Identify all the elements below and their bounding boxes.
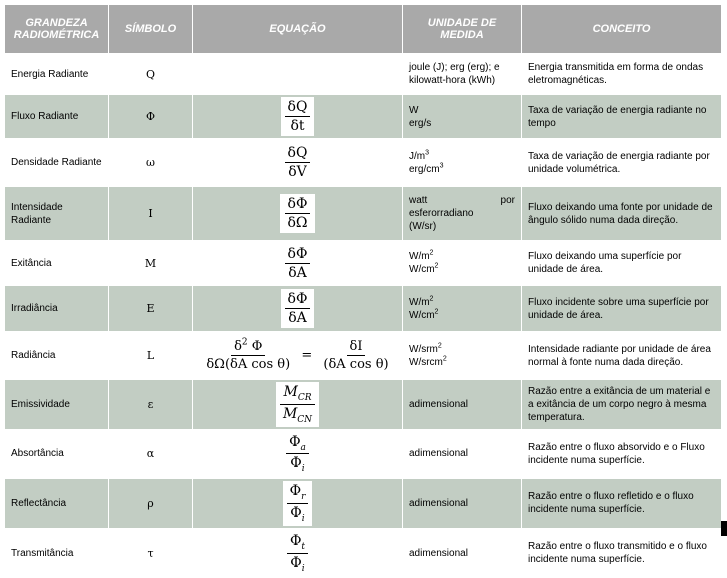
eq-denominator: δA xyxy=(288,264,307,281)
quantity-concept: Taxa de variação de energia radiante por unidade volumétrica. xyxy=(522,139,722,187)
unit-exponent: 2 xyxy=(437,342,442,350)
equation-box xyxy=(280,194,314,233)
quantity-equation xyxy=(193,332,403,380)
quantity-unit xyxy=(403,139,522,187)
table-row xyxy=(5,139,722,187)
table-row xyxy=(5,286,722,332)
eq-denominator: Φ xyxy=(290,455,302,472)
eq-denominator: M xyxy=(282,405,298,422)
quantity-name: Exitância xyxy=(5,241,109,286)
quantity-equation xyxy=(193,286,403,332)
header-unidade: UNIDADE DE MEDIDA xyxy=(403,5,522,54)
quantity-name: Fluxo Radiante xyxy=(5,95,109,139)
unit-word-2: por xyxy=(500,195,515,206)
quantity-equation xyxy=(193,95,403,139)
quantity-concept: Fluxo incidente sobre uma superfície por unidade de área. xyxy=(522,286,722,332)
unit-exponent: 3 xyxy=(425,149,430,157)
eq-denominator: δV xyxy=(288,164,307,180)
quantity-equation xyxy=(193,380,403,430)
quantity-unit xyxy=(403,332,522,380)
unit-line-2: W/cm xyxy=(409,309,435,321)
eq-denominator: δA xyxy=(288,310,307,326)
quantity-symbol: ρ xyxy=(109,479,193,529)
quantity-concept: Razão entre o fluxo absorvido e o Fluxo incidente numa superfície. xyxy=(522,429,722,479)
eq-denominator-sub: i xyxy=(301,563,305,574)
eq-denominator: Φ xyxy=(290,554,302,571)
equals-sign: = xyxy=(301,348,313,363)
eq-denominator: δΩ(δA cos θ) xyxy=(206,357,291,372)
eq-numerator: δΦ xyxy=(285,196,311,214)
quantity-symbol: Φ xyxy=(109,95,193,139)
unit-line-1: W/m xyxy=(409,251,430,262)
header-row xyxy=(5,5,722,54)
unit-line-1: J/m xyxy=(409,150,426,162)
quantity-name: Reflectância xyxy=(5,479,109,529)
header-conceito: CONCEITO xyxy=(522,5,722,54)
unit-line-2: W/cm xyxy=(409,264,435,275)
quantity-symbol: I xyxy=(109,187,193,241)
equation-box xyxy=(282,432,313,477)
quantity-equation xyxy=(193,187,403,241)
unit-word-3: esferorradiano xyxy=(409,208,474,219)
quantity-name: Transmitância xyxy=(5,528,109,578)
eq-denominator: δΩ xyxy=(287,215,308,231)
quantity-concept: Razão entre o fluxo transmitido e o fluxo incidente numa superfície. xyxy=(522,528,722,578)
quantity-name: Radiância xyxy=(5,332,109,380)
eq-numerator-sub: a xyxy=(300,442,306,453)
quantity-name: Emissividade xyxy=(5,380,109,430)
header-grandeza: GRANDEZA RADIOMÉTRICA xyxy=(5,5,109,54)
unit-exponent: 2 xyxy=(442,355,447,363)
quantity-symbol: α xyxy=(109,429,193,479)
equation-box xyxy=(283,481,313,526)
quantity-name: Densidade Radiante xyxy=(5,139,109,187)
quantity-concept: Taxa de variação de energia radiante no tempo xyxy=(522,95,722,139)
quantity-unit: joule (J); erg (erg); e kilowatt-hora (kWh) xyxy=(403,54,522,95)
unit-word-4: (W/sr) xyxy=(409,221,437,232)
unit-exponent: 2 xyxy=(429,249,434,257)
edge-mark xyxy=(721,521,727,536)
quantity-equation xyxy=(193,429,403,479)
eq-numerator-sub: CR xyxy=(297,392,312,403)
equation-box xyxy=(199,337,395,374)
radiometric-quantities-table xyxy=(4,4,722,578)
unit-exponent: 2 xyxy=(429,295,434,303)
unit-line-2: W/srcm xyxy=(409,356,443,368)
unit-line-2: erg/s xyxy=(409,117,432,129)
unit-line-1: W xyxy=(409,104,419,116)
eq-exponent: 2 xyxy=(241,337,248,348)
eq-numerator: δ xyxy=(234,339,242,354)
eq-numerator: δQ xyxy=(285,99,311,117)
quantity-unit xyxy=(403,187,522,241)
quantity-unit: adimensional xyxy=(403,479,522,529)
quantity-name: Intensidade Radiante xyxy=(5,187,109,241)
quantity-concept: Razão entre a exitância de um material e a exitância de um corpo negro à mesma temperatura. xyxy=(522,380,722,430)
eq-numerator: M xyxy=(283,384,298,400)
quantity-equation xyxy=(193,139,403,187)
quantity-name: Energia Radiante xyxy=(5,54,109,95)
equation-box xyxy=(281,289,315,328)
unit-word-1: watt xyxy=(409,195,428,206)
quantity-concept: Razão entre o fluxo refletido e o fluxo incidente numa superfície. xyxy=(522,479,722,529)
table-row xyxy=(5,528,722,578)
table-row xyxy=(5,332,722,380)
quantity-concept: Fluxo deixando uma fonte por unidade de ângulo sólido numa dada direção. xyxy=(522,187,722,241)
table-row xyxy=(5,95,722,139)
quantity-name: Irradiância xyxy=(5,286,109,332)
quantity-unit xyxy=(403,286,522,332)
eq-numerator: Φ xyxy=(289,483,302,500)
eq-denominator: Φ xyxy=(290,504,302,521)
quantity-equation xyxy=(193,54,403,95)
eq-numerator: δQ xyxy=(285,145,311,163)
quantity-unit: adimensional xyxy=(403,528,522,578)
quantity-unit xyxy=(403,95,522,139)
quantity-symbol: M xyxy=(109,241,193,286)
eq-denominator: δt xyxy=(290,118,305,134)
unit-line-1: W/m xyxy=(409,296,430,308)
eq-numerator: Φ xyxy=(289,433,301,450)
quantity-symbol: ω xyxy=(109,139,193,187)
quantity-symbol: L xyxy=(109,332,193,380)
quantity-equation xyxy=(193,479,403,529)
quantity-symbol: τ xyxy=(109,528,193,578)
eq-denominator-sub: i xyxy=(301,513,305,524)
quantity-symbol: E xyxy=(109,286,193,332)
header-equacao: EQUAÇÃO xyxy=(193,5,403,54)
equation-box xyxy=(276,382,319,427)
quantity-unit xyxy=(403,241,522,286)
eq-numerator-sub: r xyxy=(301,491,306,502)
quantity-symbol: Q xyxy=(109,54,193,95)
eq-numerator: δΦ xyxy=(285,291,311,309)
unit-line-2: erg/cm xyxy=(409,163,440,175)
table-row xyxy=(5,479,722,529)
equation-box xyxy=(281,244,315,283)
unit-line-1: W/srm xyxy=(409,343,438,355)
quantity-concept: Intensidade radiante por unidade de área normal à fonte numa dada direção. xyxy=(522,332,722,380)
table-row xyxy=(5,187,722,241)
quantity-equation xyxy=(193,528,403,578)
table-row xyxy=(5,241,722,286)
eq-numerator-sub: t xyxy=(301,541,306,552)
table-row xyxy=(5,380,722,430)
eq-numerator-2: δI xyxy=(347,339,366,356)
equation-box xyxy=(283,531,312,576)
quantity-unit: adimensional xyxy=(403,380,522,430)
unit-exponent: 2 xyxy=(434,262,439,270)
unit-exponent: 2 xyxy=(434,308,439,316)
quantity-equation xyxy=(193,241,403,286)
quantity-concept: Energia transmitida em forma de ondas eletromagnéticas. xyxy=(522,54,722,95)
eq-denominator-sub: CN xyxy=(297,414,313,425)
quantity-symbol: ε xyxy=(109,380,193,430)
eq-denominator-sub: i xyxy=(301,464,305,475)
table-row xyxy=(5,54,722,95)
equation-box xyxy=(281,97,315,136)
eq-numerator-rest: Φ xyxy=(247,339,263,354)
quantity-name: Absortância xyxy=(5,429,109,479)
table-row xyxy=(5,429,722,479)
eq-numerator: Φ xyxy=(289,532,302,549)
quantity-concept: Fluxo deixando uma superfície por unidade de área. xyxy=(522,241,722,286)
eq-numerator: δΦ xyxy=(285,246,311,264)
quantity-unit: adimensional xyxy=(403,429,522,479)
equation-box xyxy=(281,143,315,182)
header-simbolo: SÍMBOLO xyxy=(109,5,193,54)
unit-exponent: 3 xyxy=(439,162,444,170)
eq-denominator-2: (δA cos θ) xyxy=(323,357,389,372)
